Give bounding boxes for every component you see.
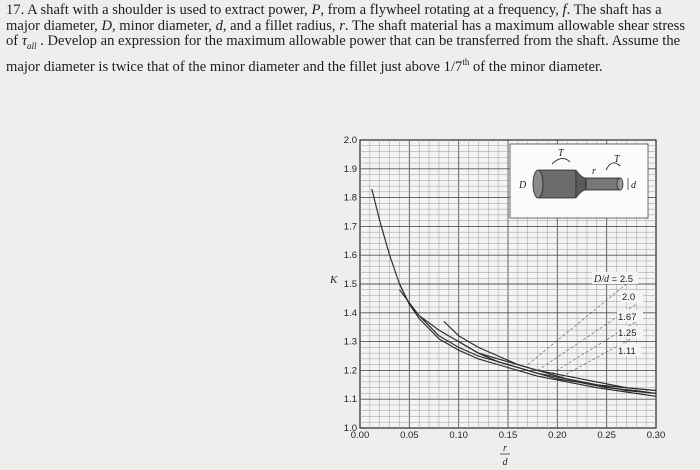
curve-label-1.11: 1.11 <box>618 346 636 357</box>
curve-label-1.25: 1.25 <box>618 328 637 339</box>
y-axis-label: K <box>330 274 338 286</box>
y-tick-label: 1.2 <box>343 365 357 377</box>
y-tick-label: 1.7 <box>343 221 357 233</box>
y-tick-label: 1.3 <box>343 336 357 348</box>
problem-text: A shaft with a shoulder is used to extract power, <box>24 2 312 18</box>
y-axis-ticks <box>344 135 357 434</box>
stress-concentration-chart <box>320 128 680 468</box>
curve-label-2.0: 2.0 <box>622 292 636 303</box>
shaft-minor-section <box>586 178 620 190</box>
shaft-major-section <box>538 170 576 198</box>
x-axis-label <box>500 443 510 468</box>
symbol-P: P <box>311 2 321 18</box>
symbol-r: r <box>339 17 345 34</box>
chart-svg <box>320 128 680 468</box>
y-tick-label: 1.5 <box>343 279 357 290</box>
y-tick-label: 1.6 <box>343 250 357 262</box>
x-tick-label: 0.00 <box>350 430 370 441</box>
y-tick-label: 1.4 <box>343 307 357 319</box>
problem-text: , and a fillet radius, <box>222 17 340 34</box>
curve-label-2.5: D/d = 2.5 <box>594 274 634 285</box>
inset-label-T-right: T <box>614 154 620 165</box>
symbol-tau-subscript: all <box>27 41 37 52</box>
x-tick-label: 0.30 <box>646 430 666 441</box>
problem-text: . The shaft has a major diameter, <box>6 2 662 34</box>
shaft-minor-end <box>617 178 623 190</box>
problem-number: 17. <box>6 2 25 18</box>
inset-label-d: d <box>631 180 636 191</box>
problem-text: of the minor diameter. <box>469 58 603 75</box>
problem-statement <box>6 3 696 75</box>
symbol-f: f <box>562 2 567 18</box>
problem-text: , minor diameter, <box>112 17 216 34</box>
inset-label-r: r <box>592 166 596 177</box>
shaft-end-face <box>533 170 543 198</box>
x-label-numerator: r <box>503 443 507 454</box>
inset-label-T-left: T <box>558 148 564 159</box>
symbol-D: D <box>101 17 112 34</box>
x-tick-label: 0.15 <box>498 430 518 441</box>
x-axis-ticks <box>351 430 666 441</box>
x-tick-label: 0.05 <box>400 430 419 441</box>
symbol-d: d <box>215 17 223 34</box>
symbol-tau: τ <box>21 33 28 50</box>
y-tick-label: 1.9 <box>343 163 357 175</box>
inset-label-D: D <box>519 180 527 191</box>
problem-text: , from a flywheel rotating at a frequency, <box>320 2 563 18</box>
superscript-th: th <box>462 56 470 67</box>
y-tick-label: 1.0 <box>343 423 357 434</box>
y-tick-label: 1.1 <box>343 394 357 406</box>
x-label-denominator: d <box>502 457 508 468</box>
problem-text: . Develop an expression for the maximum allowable power that can be transferred from the shaft. Assume the major diameter is twice that of the minor diameter and the fillet just above 1/7 <box>6 33 681 75</box>
x-tick-label: 0.20 <box>548 430 567 441</box>
x-tick-label: 0.10 <box>449 430 468 441</box>
shaft-inset-diagram <box>510 144 648 218</box>
y-tick-label: 1.8 <box>343 192 357 204</box>
x-tick-label: 0.25 <box>597 430 616 441</box>
problem-text: . The shaft material has a maximum allowable shear stress of <box>6 17 686 50</box>
y-tick-label: 2.0 <box>343 135 357 146</box>
curve-label-1.67: 1.67 <box>618 312 637 323</box>
